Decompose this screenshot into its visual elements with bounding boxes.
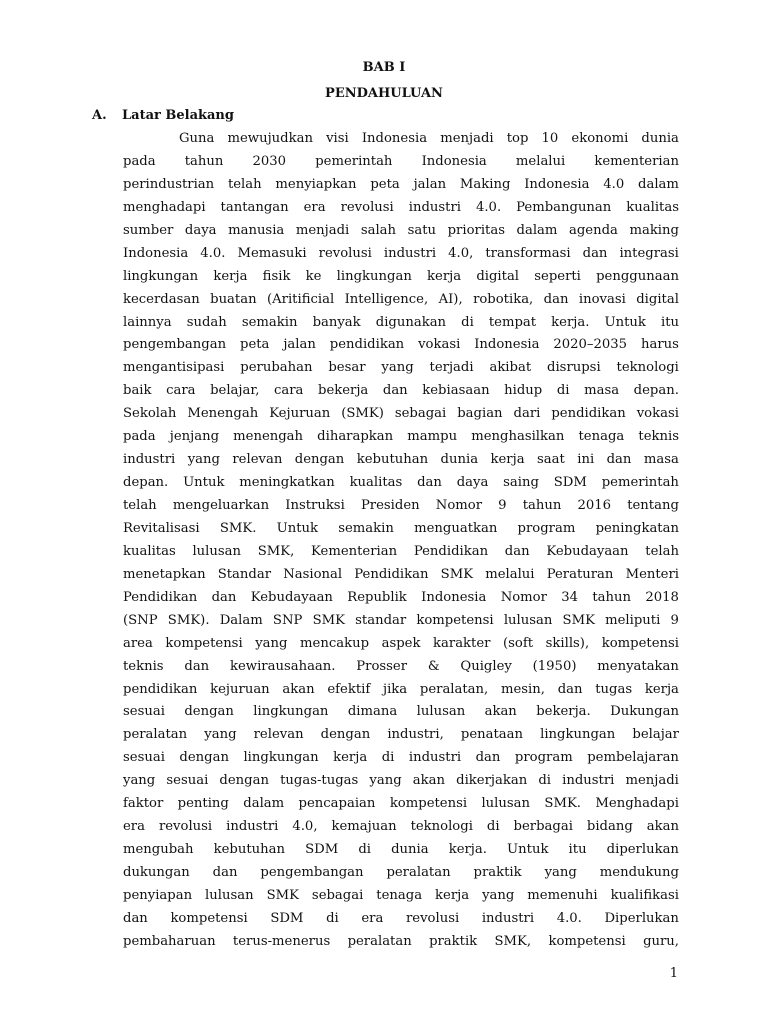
paragraph-line: kecerdasan buatan (Aritificial Intelligence, AI), robotika, dan inovasi digital <box>123 291 679 307</box>
paragraph-line: (SNP SMK). Dalam SNP SMK standar kompetensi lulusan SMK meliputi 9 <box>123 612 679 628</box>
paragraph-line: pengembangan peta jalan pendidikan vokasi Indonesia 2020–2035 harus <box>123 337 679 353</box>
paragraph-line: depan. Untuk meningkatkan kualitas dan daya saing SDM pemerintah <box>123 475 679 491</box>
paragraph-line: era revolusi industri 4.0, kemajuan teknologi di berbagai bidang akan <box>123 819 679 835</box>
paragraph-line: Revitalisasi SMK. Untuk semakin menguatkan program peningkatan <box>123 520 679 536</box>
paragraph-line: lingkungan kerja fisik ke lingkungan kerja digital seperti penggunaan <box>123 268 679 284</box>
paragraph-line: penyiapan lulusan SMK sebagai tenaga kerja yang memenuhi kualifikasi <box>123 887 679 903</box>
paragraph-line: mengubah kebutuhan SDM di dunia kerja. Untuk itu diperlukan <box>123 842 679 858</box>
paragraph-line: kualitas lulusan SMK, Kementerian Pendidikan dan Kebudayaan telah <box>123 543 679 559</box>
paragraph-line: dan kompetensi SDM di era revolusi industri 4.0. Diperlukan <box>123 910 679 926</box>
paragraph-line: industri yang relevan dengan kebutuhan dunia kerja saat ini dan masa <box>123 452 679 468</box>
section-title: Latar Belakang <box>122 108 234 123</box>
chapter-number: BAB I <box>362 60 406 75</box>
paragraph-line: pendidikan kejuruan akan efektif jika peralatan, mesin, dan tugas kerja <box>123 681 679 697</box>
paragraph-line: menetapkan Standar Nasional Pendidikan SMK melalui Peraturan Menteri <box>123 566 679 582</box>
paragraph-line: Indonesia 4.0. Memasuki revolusi industri 4.0, transformasi dan integrasi <box>123 245 679 261</box>
page-number: 1 <box>669 966 678 981</box>
section-heading <box>92 108 234 124</box>
paragraph-line: baik cara belajar, cara bekerja dan kebiasaan hidup di masa depan. <box>123 383 679 399</box>
chapter-title: PENDAHULUAN <box>325 86 443 101</box>
paragraph-line: yang sesuai dengan tugas-tugas yang akan dikerjakan di industri menjadi <box>123 773 679 789</box>
paragraph-line: pada jenjang menengah diharapkan mampu menghasilkan tenaga teknis <box>123 429 679 445</box>
paragraph-line: Pendidikan dan Kebudayaan Republik Indonesia Nomor 34 tahun 2018 <box>123 589 679 605</box>
paragraph-line: sumber daya manusia menjadi salah satu prioritas dalam agenda making <box>123 222 679 238</box>
body-paragraph <box>123 128 679 954</box>
paragraph-line: faktor penting dalam pencapaian kompetensi lulusan SMK. Menghadapi <box>123 796 679 812</box>
paragraph-line: lainnya sudah semakin banyak digunakan di tempat kerja. Untuk itu <box>123 314 679 330</box>
paragraph-line: pada tahun 2030 pemerintah Indonesia melalui kementerian <box>123 153 679 169</box>
paragraph-line: Guna mewujudkan visi Indonesia menjadi top 10 ekonomi dunia <box>179 131 679 146</box>
paragraph-line: sesuai dengan lingkungan kerja di industri dan program pembelajaran <box>123 750 679 766</box>
section-letter: A. <box>92 108 107 123</box>
paragraph-line: Sekolah Menengah Kejuruan (SMK) sebagai bagian dari pendidikan vokasi <box>123 406 679 422</box>
paragraph-line: perindustrian telah menyiapkan peta jalan Making Indonesia 4.0 dalam <box>123 176 679 192</box>
paragraph-line: teknis dan kewirausahaan. Prosser & Quigley (1950) menyatakan <box>123 658 679 674</box>
paragraph-line: area kompetensi yang mencakup aspek karakter (soft skills), kompetensi <box>123 635 679 651</box>
paragraph-line: dukungan dan pengembangan peralatan praktik yang mendukung <box>123 865 679 880</box>
paragraph-line: sesuai dengan lingkungan dimana lulusan akan bekerja. Dukungan <box>123 704 679 720</box>
paragraph-line: pembaharuan terus-menerus peralatan praktik SMK, kompetensi guru, <box>123 933 679 949</box>
paragraph-line: telah mengeluarkan Instruksi Presiden Nomor 9 tahun 2016 tentang <box>123 498 679 513</box>
paragraph-line: menghadapi tantangan era revolusi industri 4.0. Pembangunan kualitas <box>123 199 679 215</box>
paragraph-line: peralatan yang relevan dengan industri, penataan lingkungan belajar <box>123 727 679 743</box>
paragraph-line: mengantisipasi perubahan besar yang terjadi akibat disrupsi teknologi <box>123 360 679 376</box>
